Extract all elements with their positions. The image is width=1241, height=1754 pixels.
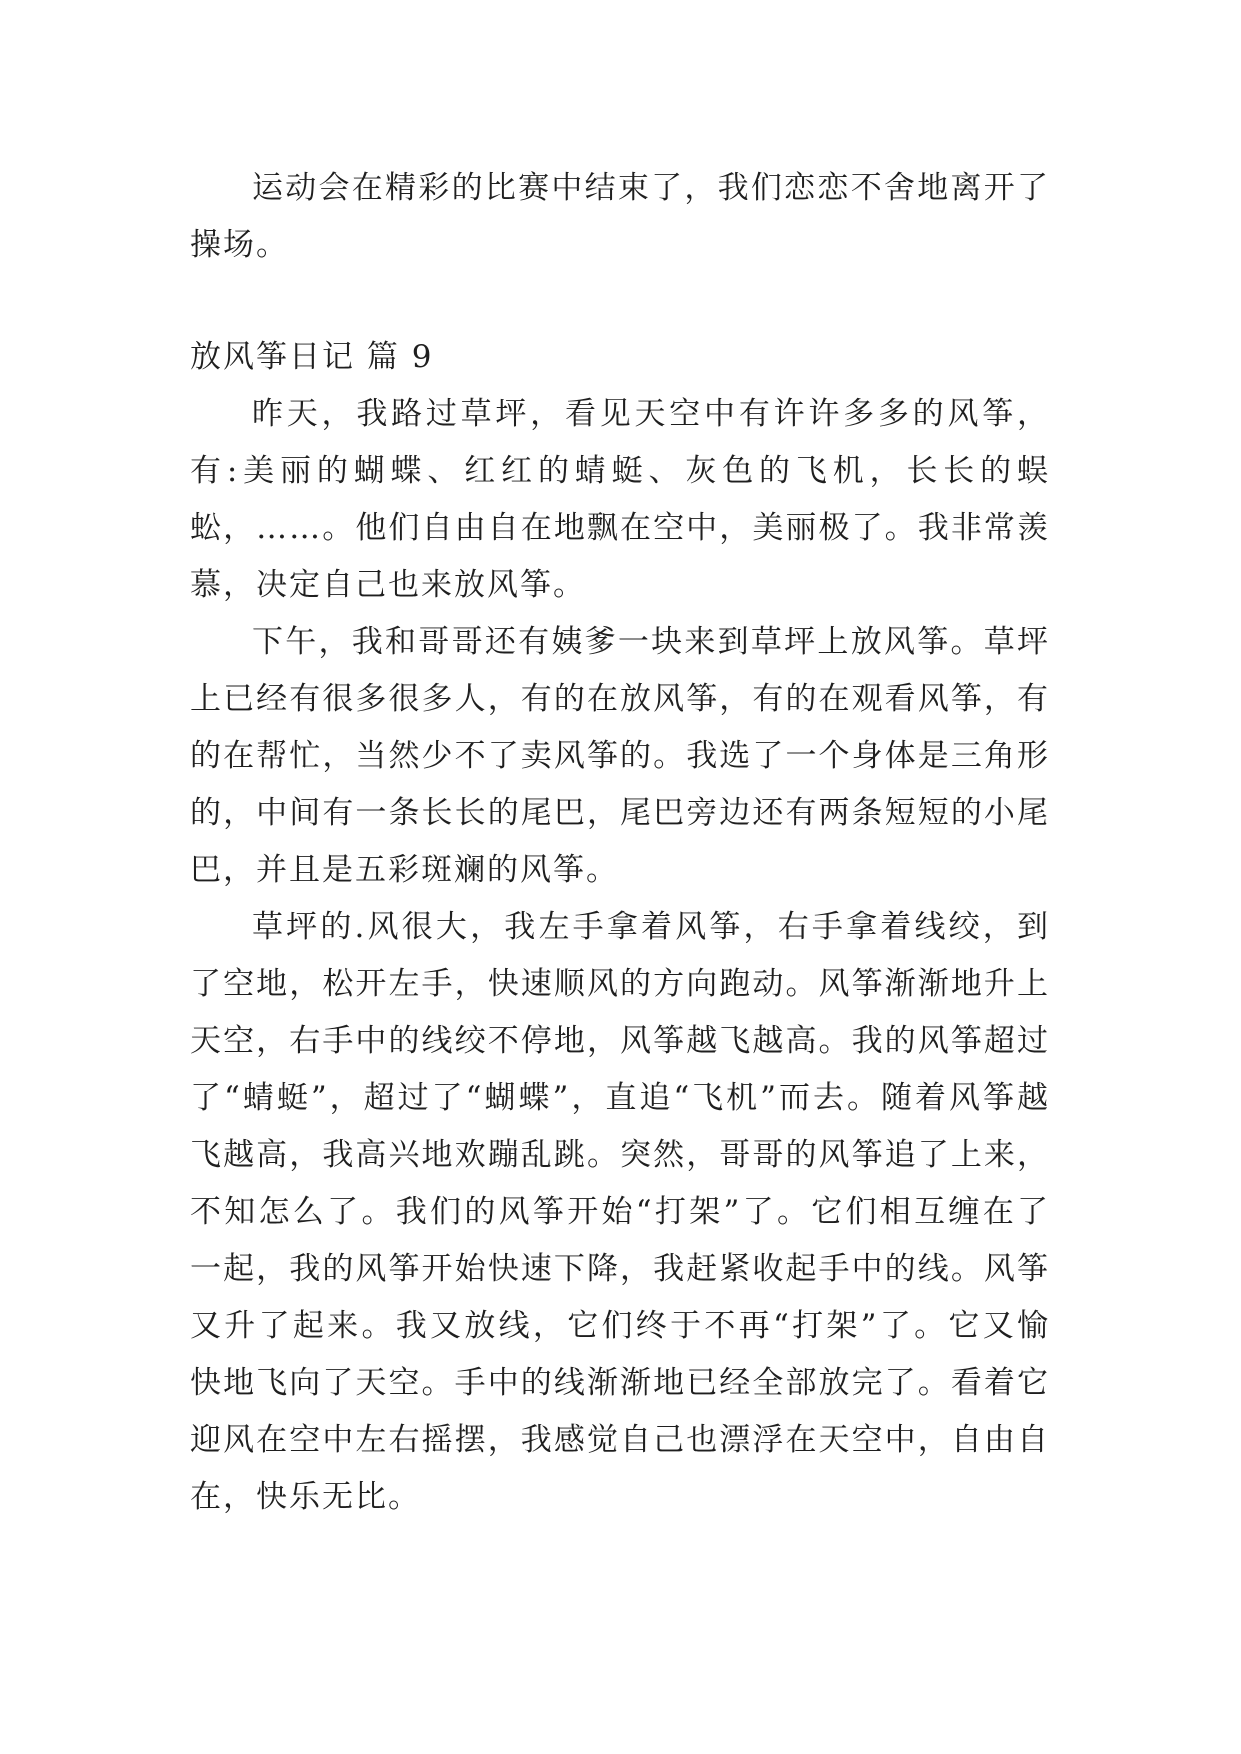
body-paragraph-3: 草坪的.风很大，我左手拿着风筝，右手拿着线绞，到了空地，松开左手，快速顺风的方向跑动。风筝渐渐地升上天空，右手中的线绞不停地，风筝越飞越高。我的风筝超过了“蜻蜓”，超过了“蝴蝶”，直追“飞机”而去。随着风筝越飞越高，我高兴地欢蹦乱跳。突然，哥哥的风筝追了上来，不知怎么了。我们的风筝开始“打架”了。它们相互缠在了一起，我的风筝开始快速下降，我赶紧收起手中的线。风筝又升了起来。我又放线，它们终于不再“打架”了。它又愉快地飞向了天空。手中的线渐渐地已经全部放完了。看着它迎风在空中左右摇摆，我感觉自己也漂浮在天空中，自由自在，快乐无比。: [190, 909, 1050, 1515]
intro-paragraph: 运动会在精彩的比赛中结束了，我们恋恋不舍地离开了操场。: [190, 170, 1050, 263]
document-body: [190, 160, 1050, 1526]
body-paragraph-2: 下午，我和哥哥还有姨爹一块来到草坪上放风筝。草坪上已经有很多很多人，有的在放风筝，有的在观看风筝，有的在帮忙，当然少不了卖风筝的。我选了一个身体是三角形的，中间有一条长长的尾巴，尾巴旁边还有两条短短的小尾巴，并且是五彩斑斓的风筝。: [190, 624, 1050, 888]
section-title: 放风筝日记 篇 9: [190, 339, 434, 375]
body-paragraph-1: 昨天，我路过草坪，看见天空中有许许多多的风筝，有:美丽的蝴蝶、红红的蜻蜓、灰色的飞机，长长的蜈蚣，……。他们自由自在地飘在空中，美丽极了。我非常羡慕，决定自己也来放风筝。: [190, 396, 1050, 603]
